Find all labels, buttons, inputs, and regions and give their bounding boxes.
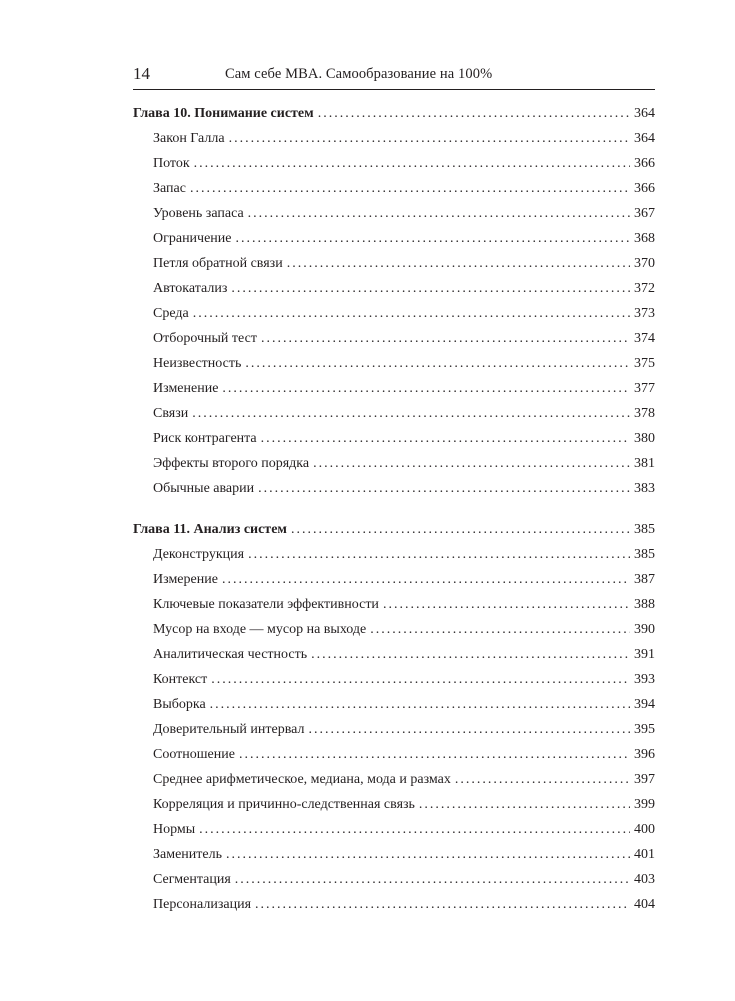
- toc-entry-title: Доверительный интервал: [153, 722, 305, 737]
- dot-leader: [193, 306, 630, 322]
- toc-entry-title: Запас: [153, 181, 186, 196]
- toc-entry[interactable]: [133, 156, 655, 181]
- dot-leader: [190, 181, 630, 197]
- dot-leader: [255, 897, 630, 913]
- toc-entry[interactable]: [133, 131, 655, 156]
- toc-entry[interactable]: [133, 597, 655, 622]
- toc-entry[interactable]: [133, 847, 655, 872]
- dot-leader: [211, 672, 630, 688]
- dot-leader: [229, 131, 630, 147]
- toc-entry[interactable]: [133, 722, 655, 747]
- toc-page-number: 400: [634, 822, 655, 837]
- dot-leader: [419, 797, 630, 813]
- dot-leader: [194, 156, 630, 172]
- running-header: [133, 63, 655, 90]
- dot-leader: [222, 572, 630, 588]
- toc-page-number: 377: [634, 381, 655, 396]
- toc-entry[interactable]: [133, 256, 655, 281]
- dot-leader: [222, 381, 630, 397]
- dot-leader: [383, 597, 630, 613]
- toc-entry-title: Эффекты второго порядка: [153, 456, 310, 471]
- toc-entry[interactable]: [133, 547, 655, 572]
- toc-page-number: 396: [634, 747, 655, 762]
- dot-leader: [192, 406, 630, 422]
- toc-entry-title: Мусор на входе — мусор на выходе: [153, 622, 367, 637]
- toc-entry[interactable]: [133, 406, 655, 431]
- toc-entry-title: Среда: [153, 306, 189, 321]
- toc-entry-title: Персонализация: [153, 897, 252, 912]
- toc-entry-title: Изменение: [153, 381, 219, 396]
- toc-page-number: 403: [634, 872, 655, 887]
- toc-entry-title: Связи: [153, 406, 189, 421]
- toc-page-number: 390: [634, 622, 655, 637]
- toc-page-number: 366: [634, 181, 655, 196]
- toc-page-number: 394: [634, 697, 655, 712]
- toc-entry-title: Глава 11. Анализ систем: [133, 522, 287, 537]
- toc-entry-title: Уровень запаса: [153, 206, 244, 221]
- dot-leader: [248, 547, 630, 563]
- dot-leader: [245, 356, 630, 372]
- dot-leader: [258, 481, 630, 497]
- toc-page-number: 404: [634, 897, 655, 912]
- dot-leader: [261, 331, 630, 347]
- toc-page-number: 397: [634, 772, 655, 787]
- toc-page-number: 373: [634, 306, 655, 321]
- toc-page-number: 391: [634, 647, 655, 662]
- running-title: Сам себе MBA. Самообразование на 100%: [225, 66, 493, 82]
- toc-page-number: 383: [634, 481, 655, 496]
- toc-chapter-10: [133, 106, 655, 506]
- toc-entry-title: Обычные аварии: [153, 481, 255, 496]
- toc-chapter-11: [133, 522, 655, 922]
- toc-entry[interactable]: [133, 431, 655, 456]
- toc-entry-title: Неизвестность: [153, 356, 242, 371]
- toc-entry-title: Риск контрагента: [153, 431, 257, 446]
- dot-leader: [248, 206, 630, 222]
- toc-entry-title: Петля обратной связи: [153, 256, 283, 271]
- toc-entry[interactable]: [133, 181, 655, 206]
- dot-leader: [231, 281, 630, 297]
- toc-entry[interactable]: [133, 356, 655, 381]
- dot-leader: [210, 697, 630, 713]
- toc-entry[interactable]: [133, 772, 655, 797]
- toc-page-number: 381: [634, 456, 655, 471]
- toc-page-number: 388: [634, 597, 655, 612]
- toc-page-number: 366: [634, 156, 655, 171]
- toc-entry[interactable]: [133, 622, 655, 647]
- toc-entry[interactable]: [133, 206, 655, 231]
- dot-leader: [226, 847, 630, 863]
- toc-chapter-heading[interactable]: [133, 106, 655, 131]
- toc-entry-title: Глава 10. Понимание систем: [133, 106, 314, 121]
- dot-leader: [313, 456, 630, 472]
- toc-entry[interactable]: [133, 381, 655, 406]
- toc-page-number: 374: [634, 331, 655, 346]
- dot-leader: [287, 256, 630, 272]
- toc-page-number: 372: [634, 281, 655, 296]
- toc-page-number: 367: [634, 206, 655, 221]
- toc-entry[interactable]: [133, 697, 655, 722]
- dot-leader: [199, 822, 630, 838]
- toc-entry-title: Измерение: [153, 572, 218, 587]
- toc-entry[interactable]: [133, 647, 655, 672]
- toc-entry[interactable]: [133, 822, 655, 847]
- toc-chapter-heading[interactable]: [133, 522, 655, 547]
- toc-entry[interactable]: [133, 797, 655, 822]
- dot-leader: [455, 772, 630, 788]
- toc-entry-title: Соотношение: [153, 747, 235, 762]
- toc-entry[interactable]: [133, 572, 655, 597]
- dot-leader: [261, 431, 630, 447]
- toc-entry[interactable]: [133, 331, 655, 356]
- toc-page-number: 364: [634, 131, 655, 146]
- dot-leader: [236, 231, 630, 247]
- toc-page-number: 378: [634, 406, 655, 421]
- dot-leader: [235, 872, 630, 888]
- toc-page-number: 385: [634, 547, 655, 562]
- toc-entry-title: Корреляция и причинно-следственная связь: [153, 797, 415, 812]
- toc-page-number: 395: [634, 722, 655, 737]
- toc-entry-title: Нормы: [153, 822, 196, 837]
- toc-page-number: 368: [634, 231, 655, 246]
- toc-page-number: 380: [634, 431, 655, 446]
- dot-leader: [239, 747, 630, 763]
- toc-entry[interactable]: [133, 872, 655, 897]
- dot-leader: [311, 647, 630, 663]
- toc-entry-title: Автокатализ: [153, 281, 228, 296]
- toc-entry[interactable]: [133, 897, 655, 922]
- toc-page-number: 375: [634, 356, 655, 371]
- toc-entry[interactable]: [133, 456, 655, 481]
- toc-entry[interactable]: [133, 306, 655, 331]
- toc-entry-title: Выборка: [153, 697, 206, 712]
- toc-entry-title: Ограничение: [153, 231, 232, 246]
- toc-entry-title: Сегментация: [153, 872, 231, 887]
- toc-entry[interactable]: [133, 747, 655, 772]
- toc-entry-title: Поток: [153, 156, 190, 171]
- page-number: 14: [133, 64, 150, 83]
- toc-entry-title: Среднее арифметическое, медиана, мода и размах: [153, 772, 451, 787]
- toc-entry-title: Отборочный тест: [153, 331, 257, 346]
- dot-leader: [318, 106, 630, 122]
- toc-entry-title: Заменитель: [153, 847, 222, 862]
- toc-entry[interactable]: [133, 281, 655, 306]
- toc-page-number: 387: [634, 572, 655, 587]
- toc-entry[interactable]: [133, 231, 655, 256]
- toc-page-number: 401: [634, 847, 655, 862]
- dot-leader: [308, 722, 630, 738]
- toc-page-number: 393: [634, 672, 655, 687]
- toc-entry[interactable]: [133, 672, 655, 697]
- toc-entry-title: Ключевые показатели эффективности: [153, 597, 379, 612]
- dot-leader: [291, 522, 630, 538]
- toc-entry-title: Закон Галла: [153, 131, 225, 146]
- toc-page-number: 385: [634, 522, 655, 537]
- toc-page-number: 364: [634, 106, 655, 121]
- toc-entry-title: Деконструкция: [153, 547, 245, 562]
- toc-entry-title: Аналитическая честность: [153, 647, 308, 662]
- toc-page-number: 370: [634, 256, 655, 271]
- toc-entry-title: Контекст: [153, 672, 208, 687]
- toc-page-number: 399: [634, 797, 655, 812]
- toc-entry[interactable]: [133, 481, 655, 506]
- dot-leader: [370, 622, 630, 638]
